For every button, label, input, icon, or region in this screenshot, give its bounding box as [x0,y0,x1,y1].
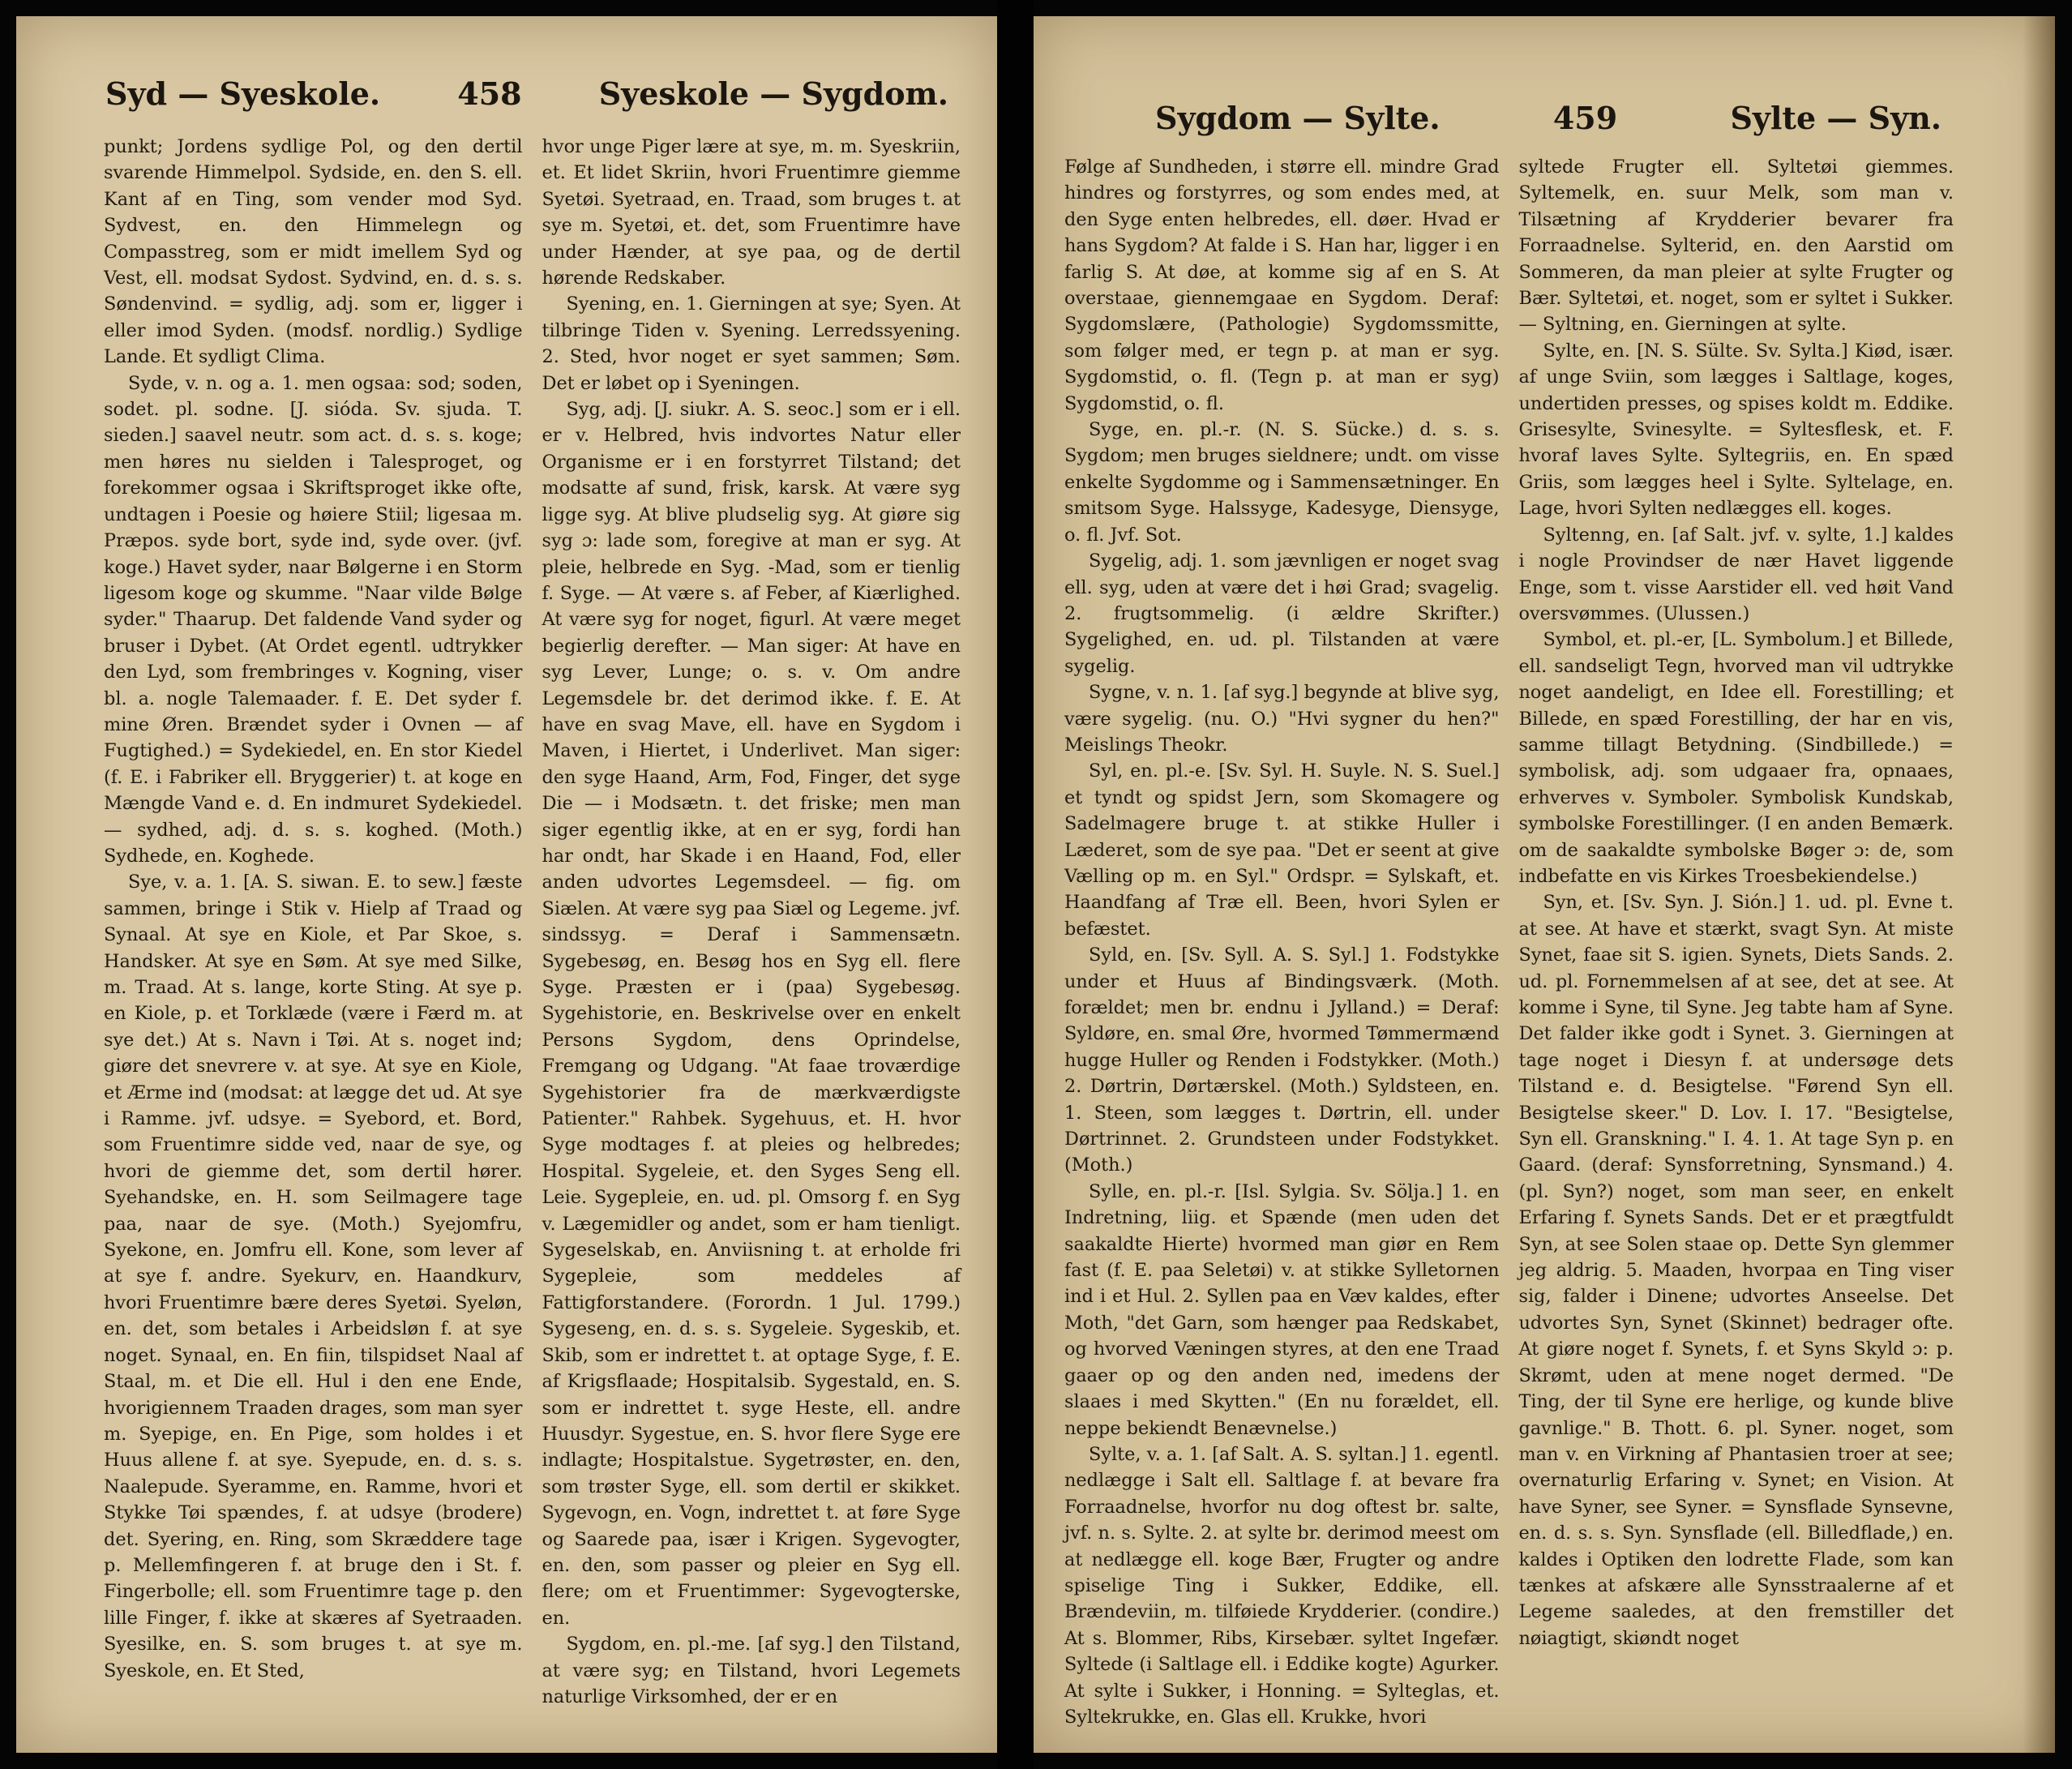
page-number-right: 459 [1552,99,1618,136]
header-right-catchword: Sylte — Syn. [1730,99,1941,136]
left-page-column-2 [542,134,961,1707]
entry-paragraph: Sylle, en. pl.-r. [Isl. Sylgia. Sv. Sölja.] 1. en Indretning, liig. et Spænde (men uden det saakaldte Hierte) hvormed man giør en Rem fast (f. E. paa Seletøi) v. at stikke Sylletornen ind i et Hul. 2. Syllen paa en Væv kaldes, efter Moth, "det Garn, som hænger paa Redskabet, og hvorved Væningen styres, at den ene Traad gaaer op og den anden ned, imedens der slaaes i med Skytten." (En nu forældet, ell. neppe bekiendt Benævnelse.) [1064,1180,1500,1439]
entry-paragraph: Sygdom, en. pl.-me. [af syg.] den Tilstand, at være syg; en Tilstand, hvori Legemets naturlige Virksomhed, der er en [542,1634,961,1707]
entry-paragraph: Syening, en. 1. Gierningen at sye; Syen. At tilbringe Tiden v. Syening. Lerredssyening. 2. Sted, hvor noget er syet sammen; Søm. Det er løbet op i Syeningen. [542,293,961,394]
entry-paragraph: Syltenng, en. [af Salt. jvf. v. sylte, 1.] kaldes i nogle Provindser de nær Havet liggende Enge, som t. visse Aarstider ell. ved høit Vand oversvømmes. (Ulussen.) [1518,524,1954,624]
entry-paragraph: Sygelig, adj. 1. som jævnligen er noget svag ell. syg, uden at være det i høi Grad; svagelig. 2. frugtsommelig. (i ældre Skrifter.) Sygelighed, en. ud. pl. Tilstanden at være sygelig. [1064,550,1500,677]
entry-paragraph: Syld, en. [Sv. Syll. A. S. Syl.] 1. Fodstykke under et Huus af Bindingsværk. (Moth. forældet; men br. endnu i Jylland.) = Deraf: Syldøre, en. smal Øre, hvormed Tømmermænd hugge Huller og Renden i Fodstykker. (Moth.) 2. Dørtrin, Dørtærskel. (Moth.) Syldsteen, en. 1. Steen, som lægges t. Dørtrin, ell. under Dørtrinnet. 2. Grundsteen under Fodstykket. (Moth.) [1064,944,1500,1176]
entry-paragraph: Sygne, v. n. 1. [af syg.] begynde at blive syg, være sygelig. (nu. O.) "Hvi sygner du hen?" Meislings Theokr. [1064,682,1500,756]
right-page-column-1 [1064,154,1500,1728]
entry-paragraph: Symbol, et. pl.-er, [L. Symbolum.] et Billede, ell. sandseligt Tegn, hvorved man vil udtrykke noget aandeligt, en Idee ell. Forestilling; et Billede, en spæd Forestilling, der har en vis, samme tillagt Betydning. (Sindbillede.) = symbolisk, adj. som udgaaer fra, opnaaes, erhverves v. Symboler. Symbolisk Kundskab, symbolske Forestillinger. (I en anden Bemærk. om de saakaldte symbolske Bøger ɔ: de, som indbefatte en vis Kirkes Troesbekiendelse.) [1518,629,1954,887]
entry-paragraph: Syge, en. pl.-r. (N. S. Sücke.) d. s. s. Sygdom; men bruges sieldnere; undt. om visse enkelte Sygdomme og i Sammensætninger. En smitsom Syge. Halssyge, Kadesyge, Diensyge, o. fl. Jvf. Sot. [1064,419,1500,546]
entry-paragraph: Syde, v. n. og a. 1. men ogsaa: sod; soden, sodet. pl. sodne. [J. sióda. Sv. sjuda. T. sieden.] saavel neutr. som act. d. s. s. koge; men høres nu sielden i Talesproget, og forekommer ogsaa i Skriftsproget ikke ofte, undtagen i Poesie og høiere Stiil; ligesaa m. Præpos. syde bort, syde ind, syde over. (jvf. koge.) Havet syder, naar Bølgerne i en Storm ligesom koge og skumme. "Naar vilde Bølge syder." Thaarup. Det faldende Vand syder og bruser i Dybet. (At Ordet egentl. udtrykker den Lyd, som frembringes v. Kogning, viser bl. a. nogle Talemaader. f. E. Det syder f. mine Øren. Brændet syder i Ovnen — af Fugtighed.) = Sydekiedel, en. En stor Kiedel (f. E. i Fabriker ell. Bryggerier) t. at koge en Mængde Vand e. d. En indmuret Sydekiedel. — sydhed, adj. d. s. s. koghed. (Moth.) Sydhede, en. Koghede. [104,372,523,867]
left-page-columns [104,134,961,1707]
left-page [16,16,997,1753]
header-left-catchword: Sygdom — Sylte. [1155,99,1441,136]
entry-paragraph: Syn, et. [Sv. Syn. J. Sión.] 1. ud. pl. Evne t. at see. At have et stærkt, svagt Syn. At miste Synet, faae sit S. igien. Synets, Diets Sands. 2. ud. pl. Fornemmelsen af at see, det at see. At komme i Syne, til Syne. Jeg tabte ham af Syne. Det falder ikke godt i Synet. 3. Gierningen at tage noget i Diesyn f. at undersøge dets Tilstand e. d. Besigtelse. "Førend Syn ell. Besigtelse skeer." D. Lov. I. 17. "Besigtelse, Syn ell. Granskning." I. 4. 1. At tage Syn p. en Gaard. (deraf: Synsforretning, Synsmand.) 4. (pl. Syn?) noget, som man seer, en enkelt Erfaring f. Synets Sands. Det er et prægtfuldt Syn, at see Solen staae op. Dette Syn glemmer jeg aldrig. 5. Maaden, hvorpaa en Ting viser sig, falder i Dinene; udvortes Anseelse. Det udvortes Syn, Synet (Skinnet) bedrager ofte. At giøre noget f. Synets, f. et Syns Skyld ɔ: p. Skrømt, uden at mene noget dermed. "De Ting, der til Syne ere herlige, og kunde blive gavnlige." B. Thott. 6. pl. Syner. noget, som man v. en Virkning af Phantasien troer at see; overnaturlig Erfaring v. Synet; en Vision. At have Syner, see Syner. = Synsflade Synsevne, en. d. s. s. Syn. Synsflade (ell. Billedflade,) en. kaldes i Optiken den lodrette Flade, som kan tænkes at afskære alle Synsstraalerne af et Legeme saaledes, at den fremstiller det nøiagtigt, skiøndt noget [1518,892,1954,1649]
header-right-catchword: Syeskole — Sygdom. [598,75,948,112]
entry-paragraph: Syg, adj. [J. siukr. A. S. seoc.] som er i ell. er v. Helbred, hvis indvortes Natur eller Organisme er i en forstyrret Tilstand; det modsatte af sund, frisk, karsk. At være syg ligge syg. At blive pludselig syg. At giøre sig syg ɔ: lade som, foregive at man er syg. At pleie, helbrede en Syg. -Mad, som er tienlig f. Syge. — At være s. af Feber, af Kiærlighed. At være syg for noget, figurl. At være meget begierlig derefter. — Man siger: At have en syg Lever, Lunge; o. s. v. Om andre Legemsdele br. det derimod ikke. f. E. At have en svag Mave, ell. have en Sygdom i Maven, i Hiertet, i Underlivet. Man siger: den syge Haand, Arm, Fod, Finger, det syge Die — i Modsætn. t. det friske; men man siger egentlig ikke, at en er syg, fordi han har ondt, har Skade i en Haand, Fod, eller anden udvortes Legemsdeel. — fig. om Siælen. At være syg paa Siæl og Legeme. jvf. sindssyg. = Deraf i Sammensætn. Sygebesøg, en. Besøg hos en Syg ell. flere Syge. Præsten er i (paa) Sygebesøg. Sygehistorie, en. Beskrivelse over en enkelt Persons Sygdom, dens Oprindelse, Fremgang og Udgang. "At faae troværdige Sygehistorier fra de mærkværdigste Patienter." Rahbek. Sygehuus, et. H. hvor Syge modtages f. at pleies og helbredes; Hospital. Sygeleie, et. den Syges Seng ell. Leie. Sygepleie, en. ud. pl. Omsorg f. en Syg v. Lægemidler og andet, som er ham tienligt. Sygeselskab, en. Anviisning t. at erholde fri Sygepleie, som meddeles af Fattigforstandere. (Forordn. 1 Jul. 1799.) Sygeseng, en. d. s. s. Sygeleie. Sygeskib, et. Skib, som er indrettet t. at optage Syge, f. E. af Krigsflaade; Hospitalsib. Sygestald, en. S. som er indrettet t. syge Heste, ell. andre Huusdyr. Sygestue, en. S. hvor flere Syge ere indlagte; Hospitalstue. Sygetrøster, en. den, som trøster Syge, ell. som dertil er skikket. Sygevogn, en. Vogn, indrettet t. at føre Syge og Saarede paa, især i Krigen. Sygevogter, en. den, som passer og pleier en Syg ell. flere; om et Fruentimmer: Sygevogterske, en. [542,399,961,1629]
entry-paragraph: punkt; Jordens sydlige Pol, og den dertil svarende Himmelpol. Sydside, en. den S. ell. Kant af en Ting, som vender mod Syd. Sydvest, en. den Himmelegn og Compasstreg, som er midt imellem Syd og Vest, ell. modsat Sydost. Sydvind, en. d. s. s. Søndenvind. = sydlig, adj. som er, ligger i eller imod Syden. (modsf. nordlig.) Sydlige Lande. Et sydligt Clima. [104,136,523,368]
entry-paragraph: hvor unge Piger lære at sye, m. m. Syeskriin, et. Et lidet Skriin, hvori Fruentimre giemme Syetøi. Syetraad, en. Traad, som bruges t. at sye m. Syetøi, et. det, som Fruentimre have under Hænder, at sye paa, og de dertil hørende Redskaber. [542,136,961,289]
entry-paragraph: Sye, v. a. 1. [A. S. siwan. E. to sew.] fæste sammen, bringe i Stik v. Hielp af Traad og Synaal. At sye en Kiole, et Par Skoe, s. Handsker. At sye en Søm. At sye med Silke, m. Traad. At s. lange, korte Sting. At sye p. en Kiole, p. et Torklæde (være i Færd m. at sye det.) At s. Navn i Tøi. At s. noget ind; giøre det snevrere v. at sye. At sye en Kiole, et Ærme ind (modsat: at lægge det ud. At sye i Ramme. jvf. udsye. = Syebord, et. Bord, som Fruentimre sidde ved, naar de sye, og hvori de giemme det, som dertil hører. Syehandske, en. H. som Seilmagere tage paa, naar de sye. (Moth.) Syejomfru, Syekone, en. Jomfru ell. Kone, som lever af at sye f. andre. Syekurv, en. Haandkurv, hvori Fruentimre bære deres Syetøi. Syeløn, en. det, som betales i Arbeidsløn f. at sye noget. Synaal, en. En fiin, tilspidset Naal af Staal, m. et Die ell. Hul i den ene Ende, hvorigiennem Traaden drages, som man syer m. Syepige, en. En Pige, som holdes i et Huus allene f. at sye. Syepude, en. d. s. s. Naalepude. Syeramme, en. Ramme, hvori et Stykke Tøi spændes, f. at udsye (brodere) det. Syering, en. Ring, som Skræddere tage p. Mellemfingeren f. at bruge den i St. f. Fingerbolle; ell. som Fruentimre tage p. den lille Finger, f. ikke at skæres af Syetraaden. Syesilke, en. S. som bruges t. at sye m. Syeskole, en. Et Sted, [104,872,523,1681]
entry-paragraph: Syl, en. pl.-e. [Sv. Syl. H. Suyle. N. S. Suel.] et tyndt og spidst Jern, som Skomagere og Sadelmagere bruge t. at stikke Huller i Læderet, som de sye paa. "Det er seent at give Vælling op m. en Syl." Ordspr. = Sylskaft, et. Haandfang af Træ ell. Been, hvori Sylen er befæstet. [1064,760,1500,940]
entry-paragraph: Sylte, en. [N. S. Sülte. Sv. Sylta.] Kiød, især. af unge Sviin, som lægges i Saltlage, koges, undertiden presses, og spises koldt m. Eddike. Grisesylte, Svinesylte. = Syltesflesk, et. F. hvoraf laves Sylte. Syltegriis, en. En spæd Griis, som lægges heel i Sylte. Syltelage, en. Lage, hvori Sylten nedlægges ell. koges. [1518,340,1954,520]
running-head-left [105,65,948,122]
right-page-columns [1064,154,1954,1728]
page-number-left: 458 [457,75,522,112]
entry-paragraph: Sylte, v. a. 1. [af Salt. A. S. syltan.] 1. egentl. nedlægge i Salt ell. Saltlage f. at bevare fra Forraadnelse, hvorfor nu dog oftest br. salte, jvf. n. s. Sylte. 2. at sylte br. derimod meest om at nedlægge ell. koge Bær, Frugter og andre spiselige Ting i Sukker, Eddike, ell. Brændeviin, m. tilføiede Krydderier. (condire.) At s. Blommer, Ribs, Kirsebær. syltet Ingefær. Syltede (i Saltlage ell. i Eddike kogte) Agurker. At sylte i Sukker, i Honning. = Sylteglas, et. Syltekrukke, en. Glas ell. Krukke, hvori [1064,1443,1500,1728]
right-page-column-2 [1519,154,1954,1696]
left-page-column-1 [104,134,523,1696]
book-gutter [997,0,1034,1769]
right-page [1034,16,2055,1753]
entry-paragraph: Følge af Sundheden, i større ell. mindre Grad hindres og forstyrres, og som endes med, at den Syge enten helbredes, ell. døer. Hvad er hans Sygdom? At falde i S. Han har, ligger i en farlig S. At døe, at komme sig af en S. At overstaae, giennemgaae en Sygdom. Deraf: Sygdomslære, (Pathologie) Sygdomssmitte, som følger med, er tegn p. at man er syg. Sygdomstid, o. fl. (Tegn p. at man er syg) Sygdomstid, o. fl. [1064,156,1500,414]
entry-paragraph: syltede Frugter ell. Syltetøi giemmes. Syltemelk, en. suur Melk, som man v. Tilsætning af Krydderier bevarer fra Forraadnelse. Sylterid, en. den Aarstid om Sommeren, da man pleier at sylte Frugter og Bær. Syltetøi, et. noget, som er syltet i Sukker. — Syltning, en. Gierningen at sylte. [1518,156,1954,336]
header-left-catchword: Syd — Syeskole. [105,75,381,112]
running-head-right [1155,89,1941,146]
